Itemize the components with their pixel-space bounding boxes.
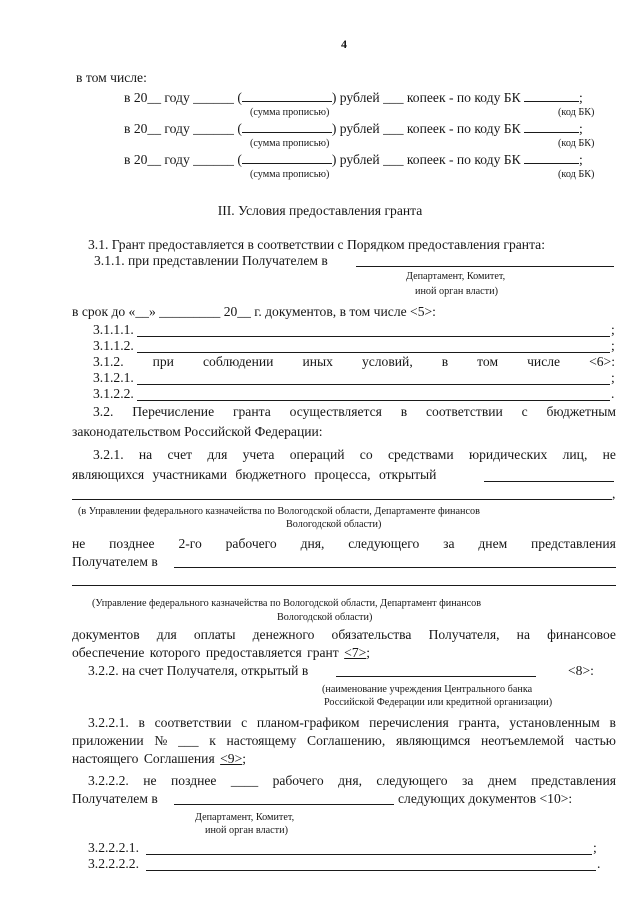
paragraph-3-2-2-1-line-1 — [88, 715, 616, 731]
item-3-1-1-2-label: 3.1.1.2. — [93, 338, 134, 353]
sum-hint: (сумма прописью) — [250, 138, 330, 149]
sum-blank — [242, 101, 332, 102]
year-row-prefix: в 20__ году ______ ( — [124, 90, 242, 105]
item-3-1-2-2-label: 3.1.2.2. — [93, 386, 134, 401]
word: лиц, — [562, 447, 588, 462]
item-blank — [137, 400, 610, 401]
word: к — [209, 733, 216, 748]
word: для — [207, 447, 228, 462]
paragraph-3-2-2-1-line-3 — [72, 751, 246, 767]
word: приложении — [72, 733, 144, 748]
year-row-suffix: ) рублей ___ копеек - по коду БК — [331, 90, 525, 105]
word: за — [461, 773, 474, 788]
word: 3.2.2.2. — [88, 773, 129, 788]
sum-blank — [242, 163, 332, 164]
sum-hint: (сумма прописью) — [250, 169, 330, 180]
agreement-text: настоящего Соглашения — [72, 751, 221, 766]
word: 3.2.2.1. — [88, 715, 129, 730]
section-title: III. Условия предоставления гранта — [217, 203, 423, 218]
word: № — [154, 733, 168, 748]
word: учета — [242, 447, 275, 462]
paragraph-3-2-2-1-line-2 — [72, 733, 616, 749]
word: гранта — [232, 404, 271, 419]
punct: ; — [611, 322, 615, 337]
word: для — [156, 627, 177, 642]
word: ___ — [178, 733, 199, 748]
punct: , — [612, 486, 616, 501]
paragraph-3-2-1-line-1 — [93, 447, 616, 463]
year-row-3 — [124, 152, 583, 168]
word: <6>: — [589, 354, 615, 369]
year-row-1 — [124, 90, 583, 106]
punct: . — [597, 856, 601, 871]
page-number: 4 — [341, 37, 347, 51]
word: не — [602, 447, 616, 462]
word: дня, — [338, 773, 362, 788]
dept-hint-2: иной орган власти) — [415, 286, 498, 297]
account-blank — [484, 481, 614, 482]
intro-text: в том числе: — [76, 70, 147, 85]
footnote-ref-8: <8>: — [568, 663, 594, 678]
sum-hint: (сумма прописью) — [250, 107, 330, 118]
word: документов — [72, 627, 140, 642]
dept-hint-3: Департамент, Комитет, — [195, 812, 295, 823]
punct: ; — [366, 645, 371, 660]
word: соответствии — [425, 404, 503, 419]
word: днем — [487, 773, 517, 788]
word: за — [443, 536, 455, 551]
treasury-hint-a2: Вологодской области) — [286, 519, 382, 530]
paragraph-3-2-line-1 — [93, 404, 616, 420]
word: юридических — [468, 447, 548, 462]
word: представления — [531, 536, 616, 551]
deadline-line: в срок до «__» _________ 20__ г. документов, в том числе <5>: — [72, 304, 436, 319]
recipient-blank-line — [72, 585, 616, 586]
deadline2-line-1 — [72, 536, 616, 552]
word: настоящему — [226, 733, 297, 748]
punct: ; — [242, 751, 247, 766]
year-row-suffix: ) рублей ___ копеек - по коду БК — [331, 152, 525, 167]
word: в — [138, 715, 145, 730]
word: денежного — [252, 627, 315, 642]
word: в — [400, 404, 408, 419]
word: финансовое — [547, 627, 616, 642]
punct: ; — [579, 90, 583, 105]
word: рабочего — [225, 536, 277, 551]
deadline2-line-2: Получателем в — [72, 554, 158, 569]
word: 3.1.2. — [93, 354, 124, 369]
paragraph-3-2-1-line-2: являющихся участниками бюджетного процесса, открытый — [72, 467, 437, 482]
bank-hint-1: (наименование учреждения Центрального банка — [322, 684, 533, 695]
paragraph-3-2-2-2-line-2b: следующих документов <10>: — [398, 791, 573, 806]
dept-hint-1: Департамент, Комитет, — [406, 271, 506, 282]
year-row-prefix: в 20__ году ______ ( — [124, 152, 242, 167]
punct: ; — [579, 121, 583, 136]
punct: ; — [611, 338, 615, 353]
bank-blank — [336, 676, 536, 677]
docs-line-2 — [72, 645, 370, 661]
item-3-1-1-1-label: 3.1.1.1. — [93, 322, 134, 337]
word: бюджетным — [546, 404, 616, 419]
paragraph-3-2-2-2-line-2a: Получателем в — [72, 791, 158, 806]
word: 2-го — [178, 536, 202, 551]
word: представления — [531, 773, 616, 788]
dept-hint-4: иной орган власти) — [205, 825, 288, 836]
footnote-ref-9[interactable]: <9> — [220, 751, 243, 766]
punct: ; — [611, 370, 615, 385]
word: не — [143, 773, 157, 788]
item-blank — [146, 854, 592, 855]
treasury-hint-a1: (в Управлении федерального казначейства по Вологодской области, Департаменте финансов — [78, 506, 480, 517]
paragraph-3-2-2: 3.2.2. на счет Получателя, открытый в — [88, 663, 309, 678]
code-hint: (код БК) — [558, 169, 595, 180]
word: иных — [302, 354, 333, 369]
paragraph-3-2-2-2-line-1 — [88, 773, 616, 789]
word: ____ — [230, 773, 259, 788]
word: днем — [478, 536, 508, 551]
word: 3.2.1. — [93, 447, 124, 462]
item-blank — [137, 384, 610, 385]
word: Получателя, — [428, 627, 500, 642]
word: операций — [289, 447, 345, 462]
word: установленным — [509, 715, 600, 730]
item-blank — [137, 336, 610, 337]
word: неотъемлемой — [480, 733, 565, 748]
word: в — [609, 715, 616, 730]
treasury-hint-b1: (Управление федерального казначейства по Вологодской области, Департамент финансов — [92, 598, 482, 609]
item-3-1-2-1-label: 3.1.2.1. — [93, 370, 134, 385]
punct: . — [611, 386, 615, 401]
word: условий, — [361, 354, 413, 369]
footnote-ref-7[interactable]: <7> — [344, 645, 367, 660]
word: частью — [574, 733, 616, 748]
word: рабочего — [272, 773, 324, 788]
word: позднее — [171, 773, 217, 788]
word: с — [241, 715, 248, 730]
recipient-dept-blank — [356, 266, 614, 267]
word: позднее — [109, 536, 155, 551]
recipient-blank — [174, 567, 616, 568]
word: Соглашению, — [307, 733, 386, 748]
dept-blank — [174, 804, 394, 805]
year-row-2 — [124, 121, 583, 137]
paragraph-3-1: 3.1. Грант предоставляется в соответствии с Порядком предоставления гранта: — [88, 237, 545, 252]
item-blank — [137, 352, 610, 353]
bank-hint-2: Российской Федерации или кредитной организации) — [324, 697, 553, 708]
year-row-suffix: ) рублей ___ копеек - по коду БК — [331, 121, 525, 136]
word: не — [72, 536, 86, 551]
punct: ; — [579, 152, 583, 167]
punct: ; — [593, 840, 597, 855]
word: при — [152, 354, 174, 369]
code-hint: (код БК) — [558, 138, 595, 149]
code-blank — [524, 163, 579, 164]
word: со — [359, 447, 373, 462]
word: перечисления — [369, 715, 449, 730]
word: средствами — [387, 447, 454, 462]
sum-blank — [242, 132, 332, 133]
word: следующего — [376, 773, 448, 788]
item-blank — [146, 870, 596, 871]
word: 3.2. — [93, 404, 114, 419]
word: том — [477, 354, 499, 369]
word: на — [138, 447, 153, 462]
treasury-hint-b2: Вологодской области) — [277, 612, 373, 623]
word: числе — [527, 354, 561, 369]
word: в — [441, 354, 449, 369]
year-row-prefix: в 20__ году ______ ( — [124, 121, 242, 136]
word: осуществляется — [289, 404, 382, 419]
word: дня, — [300, 536, 325, 551]
item-3-2-2-2-2-label: 3.2.2.2.2. — [88, 856, 139, 871]
word: Перечисление — [132, 404, 215, 419]
paragraph-3-2-line-2: законодательством Российской Федерации: — [72, 424, 323, 439]
word: планом-графиком — [256, 715, 360, 730]
word: являющимся — [395, 733, 471, 748]
account-blank-line — [72, 499, 612, 500]
word: на — [516, 627, 530, 642]
word: обязательства — [331, 627, 412, 642]
word: счет — [167, 447, 193, 462]
item-3-2-2-2-1-label: 3.2.2.2.1. — [88, 840, 139, 855]
word: гранта, — [458, 715, 500, 730]
code-hint: (код БК) — [558, 107, 595, 118]
paragraph-3-1-2 — [93, 354, 615, 370]
word: оплаты — [193, 627, 236, 642]
word: соблюдении — [202, 354, 274, 369]
code-blank — [524, 132, 579, 133]
docs-line-1 — [72, 627, 616, 643]
code-blank — [524, 101, 579, 102]
word: соответствии — [154, 715, 232, 730]
word: с — [521, 404, 528, 419]
word: следующего — [348, 536, 420, 551]
paragraph-3-1-1: 3.1.1. при представлении Получателем в — [94, 253, 328, 268]
docs-text: обеспечение которого предоставляется грант — [72, 645, 345, 660]
